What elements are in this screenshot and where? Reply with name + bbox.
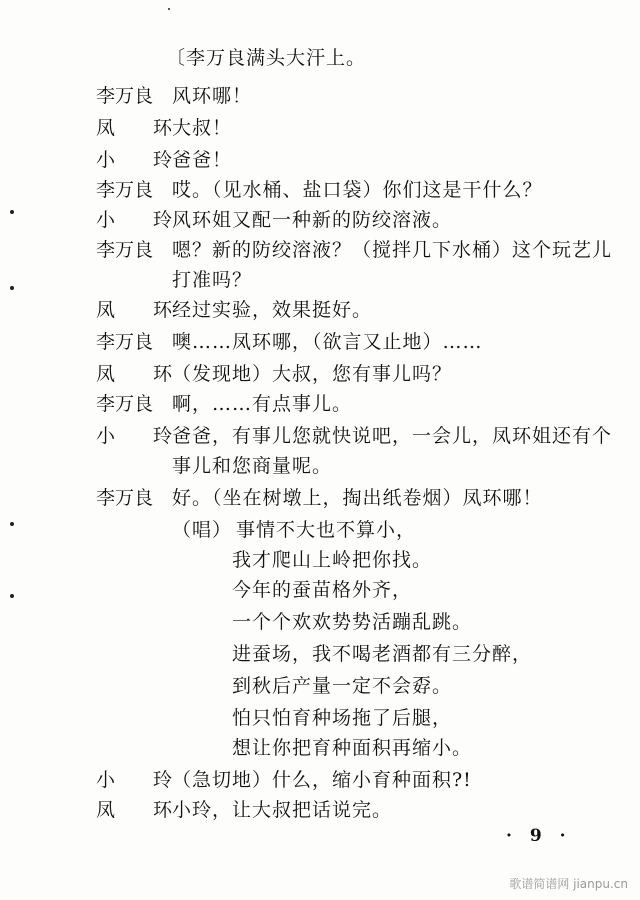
dialogue-line: 经过实验，效果挺好。 <box>172 299 373 321</box>
dialogue-line: 爸爸！ <box>172 149 233 171</box>
watermark: 歌谱简谱网 jianpu.cn <box>509 877 628 891</box>
dialogue-continuation: 打准吗？ <box>172 269 253 291</box>
dialogue-line: 风环姐又配一种新的防绞溶液。 <box>172 209 453 231</box>
dialogue-line: 爸爸，有事儿您就快说吧，一会儿，凤环姐还有个 <box>172 425 613 447</box>
speaker-label: 小 玲 <box>96 209 189 231</box>
speaker-label: 凤 环 <box>96 299 189 321</box>
dialogue-line: 啊，……有点事儿。 <box>172 393 353 415</box>
speaker-label: 小 玲 <box>96 149 189 171</box>
song-line: 我才爬山上岭把你找。 <box>232 549 433 571</box>
dialogue-line: （发现地）大叔，您有事儿吗？ <box>172 363 453 385</box>
speaker-label: 李万良 <box>96 487 154 509</box>
page-number: · 9 · <box>506 826 572 846</box>
speaker-label: 李万良 <box>96 179 154 201</box>
song-line: 进蚕场，我不喝老酒都有三分醉， <box>232 643 533 665</box>
song-marker: （唱） <box>172 519 233 541</box>
dialogue-line: 大叔！ <box>172 117 233 139</box>
dialogue-line: 小玲，让大叔把话说完。 <box>172 799 393 821</box>
scan-speck <box>10 286 14 290</box>
scan-speck <box>10 522 14 526</box>
speaker-label: 凤 环 <box>96 363 189 385</box>
scan-speck <box>10 594 14 598</box>
song-line: 想让你把育种面积再缩小。 <box>232 737 473 759</box>
song-line: 今年的蚕苗格外齐， <box>232 579 413 601</box>
stage-direction: 〔李万良满头大汗上。 <box>166 47 367 69</box>
speaker-label: 李万良 <box>96 85 154 107</box>
song-line: 怕只怕育种场拖了后腿， <box>232 707 453 729</box>
song-line: 到秋后产量一定不会孬。 <box>232 675 453 697</box>
dialogue-continuation: 事儿和您商量呢。 <box>172 455 333 477</box>
dialogue-line: 风环哪！ <box>172 85 253 107</box>
speaker-label: 李万良 <box>96 331 154 353</box>
scan-speck <box>10 210 14 214</box>
speaker-label: 李万良 <box>96 393 154 415</box>
speaker-label: 小 玲 <box>96 425 189 447</box>
speaker-label: 凤 环 <box>96 799 189 821</box>
song-line: 事情不大也不算小， <box>236 519 417 541</box>
dialogue-line: 哎。（见水桶、盐口袋）你们这是干什么？ <box>172 179 543 201</box>
dialogue-line: 噢……凤环哪，（欲言又止地）…… <box>172 331 483 353</box>
scan-speck <box>168 8 170 10</box>
dialogue-line: （急切地）什么，缩小育种面积?! <box>172 769 472 791</box>
speaker-label: 李万良 <box>96 239 154 261</box>
song-line: 一个个欢欢势势活蹦乱跳。 <box>232 611 473 633</box>
dialogue-line: 嗯？新的防绞溶液？（搅拌几下水桶）这个玩艺儿 <box>172 239 613 261</box>
speaker-label: 凤 环 <box>96 117 189 139</box>
dialogue-line: 好。（坐在树墩上，掏出纸卷烟）凤环哪！ <box>172 487 543 509</box>
speaker-label: 小 玲 <box>96 769 189 791</box>
